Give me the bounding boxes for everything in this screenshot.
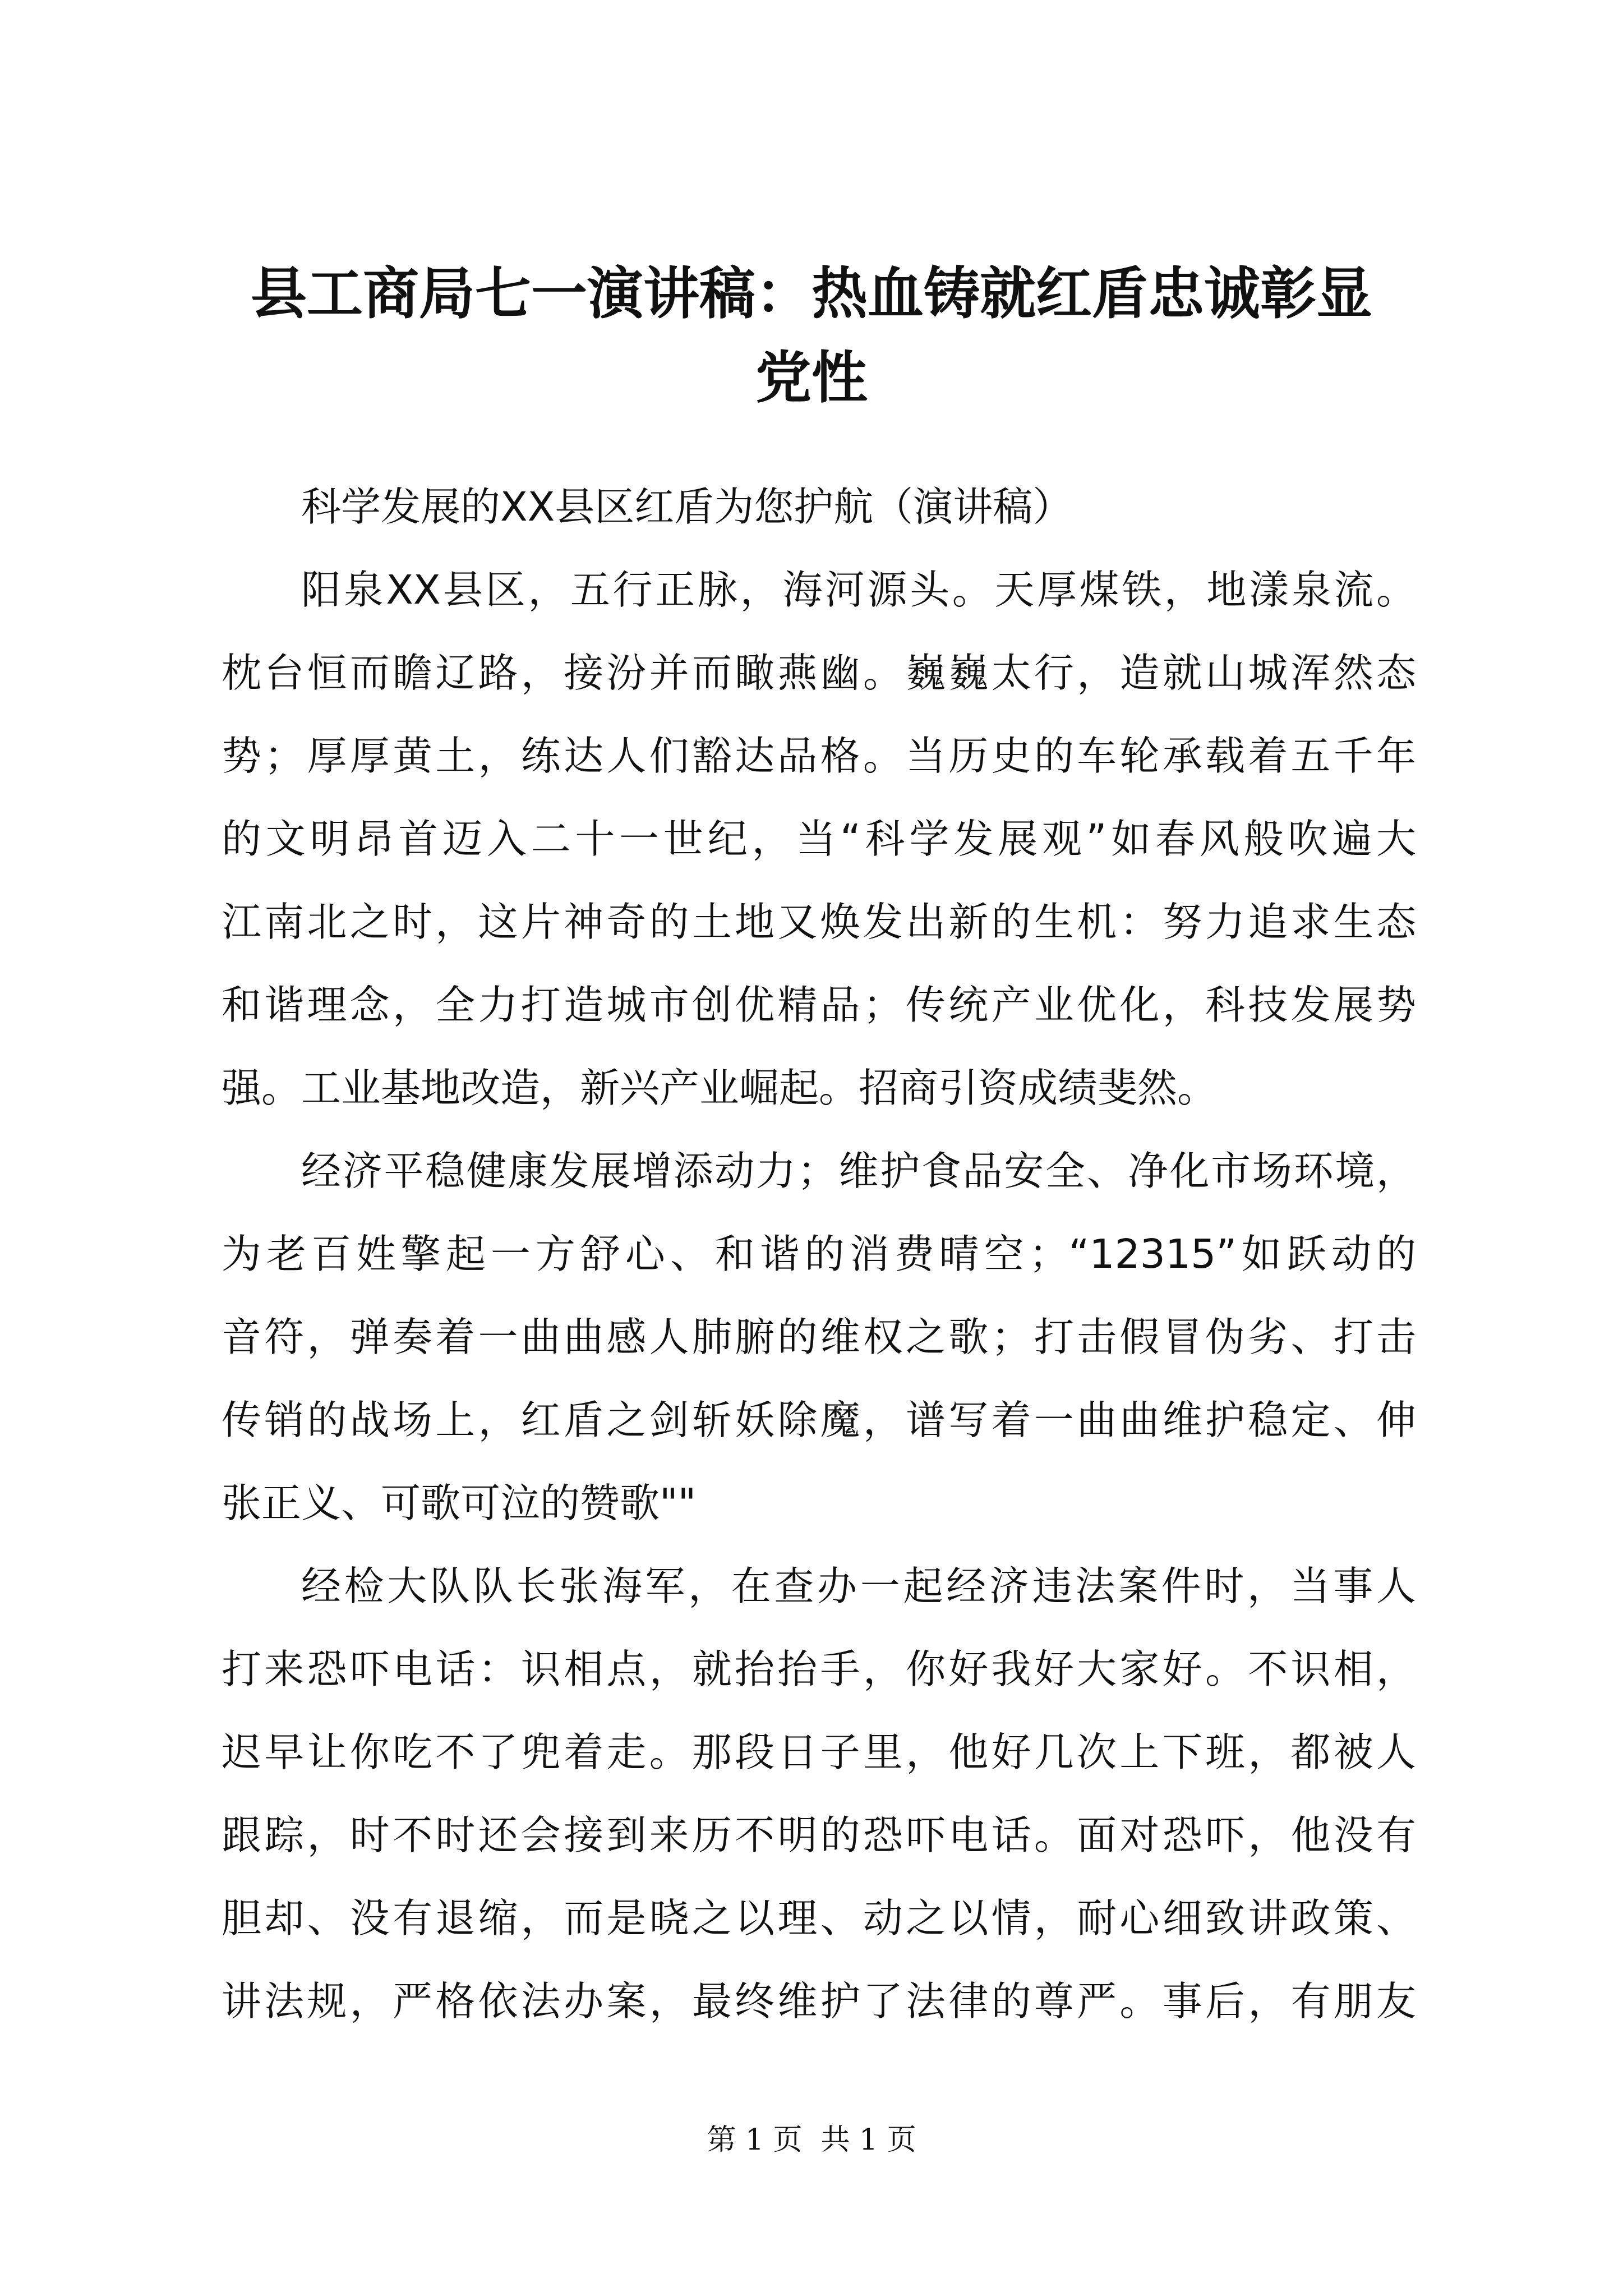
paragraph bbox=[222, 549, 1416, 1130]
paragraph-line: 为老百姓擎起一方舒心、和谐的消费晴空；“12315”如跃动的 bbox=[222, 1231, 1416, 1277]
paragraph-line: 胆却、没有退缩，而是晓之以理、动之以情，耐心细致讲政策、 bbox=[222, 1895, 1416, 1941]
paragraph-line: 的文明昂首迈入二十一世纪，当“科学发展观”如春风般吹遍大 bbox=[222, 816, 1416, 862]
title-line-2: 党性 bbox=[755, 344, 868, 411]
paragraph-line: 音符，弹奏着一曲曲感人肺腑的维权之歌；打击假冒伪劣、打击 bbox=[222, 1314, 1416, 1360]
paragraph-line: 枕台恒而瞻辽路，接汾并而瞰燕幽。巍巍太行，造就山城浑然态 bbox=[222, 650, 1416, 696]
paragraph-line: 势；厚厚黄土，练达人们豁达品格。当历史的车轮承载着五千年 bbox=[222, 733, 1416, 779]
paragraph-line: 江南北之时，这片神奇的土地又焕发出新的生机：努力追求生态 bbox=[222, 899, 1416, 945]
paragraph-line: 跟踪，时不时还会接到来历不明的恐吓电话。面对恐吓，他没有 bbox=[222, 1812, 1416, 1858]
paragraph-line: 和谐理念，全力打造城市创优精品；传统产业优化，科技发展势 bbox=[222, 982, 1416, 1028]
page-number-label: 第 1 页 共 1 页 bbox=[707, 2123, 916, 2157]
paragraph-line: 迟早让你吃不了兜着走。那段日子里，他好几次上下班，都被人 bbox=[222, 1729, 1416, 1775]
paragraph-line: 讲法规，严格依法办案，最终维护了法律的尊严。事后，有朋友 bbox=[222, 1978, 1416, 2024]
paragraph-line: 传销的战场上，红盾之剑斩妖除魔，谱写着一曲曲维护稳定、伸 bbox=[222, 1397, 1416, 1443]
paragraph-line: 张正义、可歌可泣的赞歌"" bbox=[222, 1480, 697, 1526]
paragraph-line: 打来恐吓电话：识相点，就抬抬手，你好我好大家好。不识相， bbox=[222, 1646, 1416, 1692]
paragraph bbox=[222, 1130, 1416, 1545]
paragraph-line: 强。工业基地改造，新兴产业崛起。招商引资成绩斐然。 bbox=[222, 1065, 1218, 1111]
title-line-1: 县工商局七一演讲稿：热血铸就红盾忠诚彰显 bbox=[251, 260, 1372, 326]
document-title bbox=[168, 251, 1455, 420]
document-body bbox=[222, 466, 1416, 2043]
paragraph-line: 经检大队队长张海军，在查办一起经济违法案件时，当事人 bbox=[301, 1563, 1416, 1609]
page-footer bbox=[0, 2118, 1623, 2162]
paragraph-line: 经济平稳健康发展增添动力；维护食品安全、净化市场环境， bbox=[301, 1148, 1416, 1194]
paragraph-line: 科学发展的XX县区红盾为您护航（演讲稿） bbox=[301, 484, 1073, 530]
paragraph-subtitle bbox=[222, 466, 1416, 549]
paragraph bbox=[222, 1545, 1416, 2043]
paragraph-line: 阳泉XX县区，五行正脉，海河源头。天厚煤铁，地漾泉流。 bbox=[301, 567, 1416, 613]
